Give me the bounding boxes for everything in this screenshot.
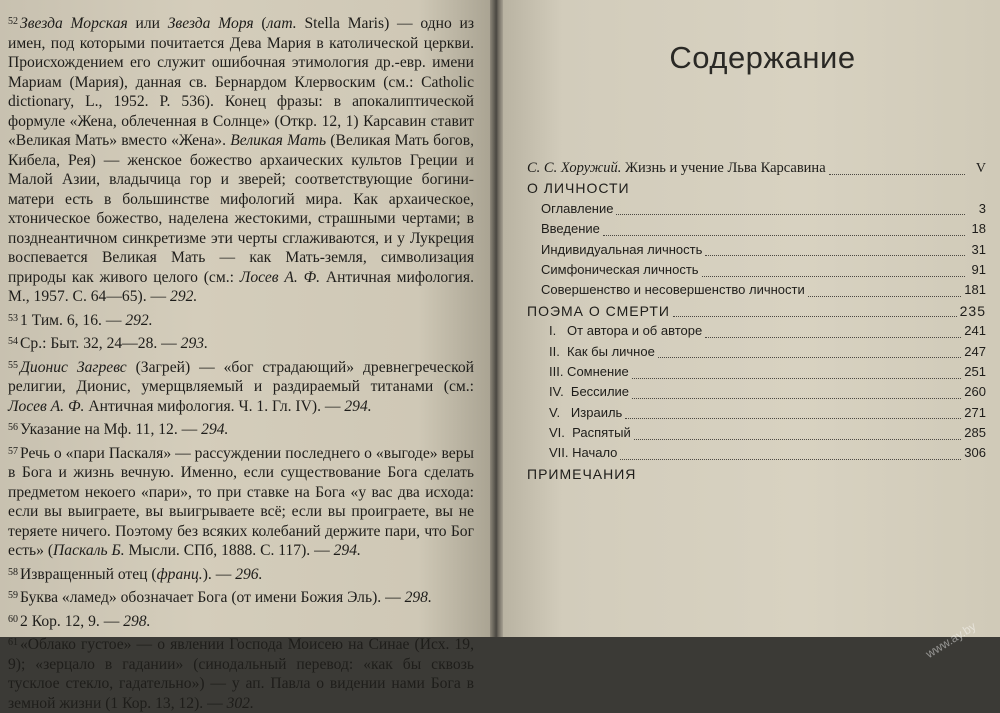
footnote-number: 54 [8,336,18,347]
leader-dots [829,174,965,175]
footnote-text: ). — [202,565,236,583]
site-watermark: www.ay.by [922,619,978,661]
footnote-number: 59 [8,590,18,601]
footnote-italic-text: 302. [226,694,254,712]
footnote-italic-text: 294. [333,542,361,559]
footnote-text: (Загрей) — «бог страдающий» древнегреческой религии, Дионис, умерщвляемый и раздираемый титанами (см.: [8,358,474,395]
footnote-italic-text: 292. [125,311,153,329]
contents-entry [527,201,986,221]
footnote [8,356,474,417]
footnote [8,309,474,331]
footnote-text: Античная мифология. Ч. 1. Гл. IV). — [84,397,345,415]
leader-dots [705,255,965,256]
contents-entry-label [527,160,826,177]
footnote [8,442,474,561]
contents-entry-title: Симфоническая личность [541,261,699,277]
contents-page-number: 271 [964,404,986,420]
contents-entry [527,282,986,302]
contents-entry-title: III. Сомнение [549,363,629,379]
contents-page-number: 241 [964,323,986,339]
contents-entry-label [549,364,629,379]
contents-entry-label [541,221,600,236]
leader-dots [632,378,962,379]
footnote-text: Речь о «пари Паскаля» — рассуждении последнего о «выгоде» веры в Бога и жизнь вечную. Именно, если существование Бога сделать предметом некоего «пари», то при ставке на Бога «у вас два исхода: если вы выиграете, вы выигрываете всё; если вы проиграете, вы не теряете ничего. Поэтому без всяких колебаний держите пари, что Бог есть» ( [8,444,474,559]
contents-entry [527,221,986,241]
contents-entry-label [527,303,670,319]
footnote [8,610,474,632]
contents-entry-title: Совершенство и несовершенство личности [541,282,805,298]
contents-entry-label [541,201,613,216]
footnote-italic-text: Дионис Загревс [20,358,127,376]
contents-page-number: 235 [959,302,986,319]
contents-page-number: 260 [964,384,986,400]
footnote-italic-text: Звезда Моря [167,15,254,32]
footnote-italic-text: 298. [404,589,432,606]
contents-entry-title: I. От автора и об авторе [549,323,703,339]
footnote-italic-text: Лосев А. Ф. [8,397,85,415]
footnote-text: или [127,15,168,32]
contents-page-number: 31 [971,241,986,257]
footnote-number: 56 [8,422,18,433]
contents-entry-label [527,466,636,482]
footnote-text: Указание на Мф. 11, 12. — [20,421,202,438]
footnote-number: 61 [8,637,18,648]
contents-entry-title: Индивидуальная личность [541,241,703,257]
footnote-number: 55 [8,359,18,371]
footnote-number: 52 [8,16,18,27]
footnote [8,586,474,608]
leader-dots [658,357,961,358]
footnote-text: Мысли. СПб, 1888. С. 117). — [124,542,334,559]
footnote-italic-text: Великая Мать [230,132,327,149]
footnote-text: 2 Кор. 12, 9. — [20,612,124,630]
footnote-text: Stella Maris) — одно из имен, под которыми почитается Дева Мария в католической церкви. Происхождением его служит ошибочная этимология др.-евр. имени Мариам (Мария), данная св. Бернардом Клервоским (см.: Catholic dictionary, L., 1952. P. 536). Конец фразы: в апокалиптической формуле «Жена, облеченная в Солнце» (Откр. 12, 1) Карсавин ставит «Великая Мать» вместо «Жена». [8,15,474,149]
contents-page-number: 306 [964,445,986,461]
contents-page-number: V [975,161,986,176]
contents-entry [527,405,986,425]
contents-page-number: 3 [978,200,986,216]
contents-entry-title: Жизнь и учение Льва Карсавина [621,160,826,176]
contents-page-number: 91 [971,261,986,277]
contents-entry [527,466,986,486]
footnote-text: Ср.: Быт. 32, 24—28. — [20,335,181,352]
footnote-italic-text: Звезда Морская [20,15,128,32]
contents-page-number: 18 [971,221,986,237]
footnote-italic-text: 293. [180,335,208,352]
contents-title: Содержание [669,40,856,75]
footnote [8,12,474,307]
footnote-italic-text: 294. [201,421,229,438]
footnote-italic-text: 296. [235,565,263,583]
contents-page-number: 181 [964,282,986,298]
footnote-text: Античная мифология. М., 1957. С. 64—65). — [8,268,474,305]
footnote-italic-text: 298. [123,612,151,630]
footnote-text: ( [253,15,267,32]
contents-entry [527,445,986,465]
right-page-contents [503,0,1000,661]
contents-entry-title: VI. Распятый [549,425,631,441]
contents-entry [527,323,986,343]
contents-entry-title: ПОЭМА О СМЕРТИ [527,302,670,319]
leader-dots [603,235,965,236]
contents-entry [527,384,986,404]
contents-entry-author: С. С. Хоружий. [527,160,622,176]
footnote [8,563,474,585]
footnote-italic-text: Лосев А. Ф. [239,268,321,286]
footnote [8,418,474,440]
leader-dots [673,316,957,317]
footnote-italic-text: Паскаль Б. [53,542,125,559]
contents-entry [527,242,986,262]
contents-entry-title: VII. Начало [549,445,618,461]
contents-list [527,160,986,486]
contents-entry [527,180,986,200]
contents-entry-title: II. Как бы личное [549,343,655,359]
contents-entry-title: ПРИМЕЧАНИЯ [527,465,637,482]
contents-entry-title: V. Израиль [549,404,623,420]
footnote-text: Извращенный отец ( [20,565,157,583]
contents-page-number: 251 [964,363,986,379]
leader-dots [616,214,965,215]
footnote-number: 53 [8,312,18,324]
contents-entry-label [541,242,702,257]
footnote-italic-text: лат. [266,15,297,32]
contents-entry [527,425,986,445]
contents-entry-title: Введение [541,221,600,237]
contents-entry-label [549,405,622,420]
footnote-italic-text: 294. [344,397,372,415]
contents-page-number: 247 [964,343,986,359]
footnote [8,332,474,354]
contents-entry [527,262,986,282]
leader-dots [702,276,965,277]
contents-entry-label [549,445,617,460]
contents-entry-label [549,323,702,338]
footnote-text: (Великая Мать богов, Кибела, Рея) — женское божество архаических культов Греции и Малой Азии, владычица гор и зверей; соответствующие богини-матери есть в большинстве мифологий мира. Как архаическое, хтоническое божество, наделена жестокими, страшными чертами; в позднеантичном синкретизме эти черты сглаживаются, и у Лукреция воспевается Великая Мать — как Мать-земля, символизация природы как живого целого (см.: [8,132,474,286]
leader-dots [705,337,961,338]
contents-entry [527,344,986,364]
contents-entry-label [549,384,629,399]
contents-entry [527,160,986,180]
contents-entry [527,303,986,323]
contents-entry [527,364,986,384]
left-page-notes [0,0,492,712]
contents-entry-label [549,425,631,440]
footnote-text: Буква «ламед» обозначает Бога (от имени Божия Эль). — [20,589,405,606]
contents-entry-title: О ЛИЧНОСТИ [527,180,630,197]
footnote-text: «Облако густое» — о явлении Господа Моисею на Синае (Исх. 19, 9); «зерцало в гадании» (синодальный перевод: «как бы сквозь тусклое стекло, гадательно») — у ап. Павла о видении нами Бога в земной жизни (1 Кор. 13, 12). — [8,636,474,712]
leader-dots [620,459,961,460]
book-gutter [490,0,504,637]
footnote-number: 57 [8,445,18,457]
footnote [8,633,474,713]
contents-entry-title: Оглавление [541,200,614,216]
footnote-text: 1 Тим. 6, 16. — [20,311,126,329]
leader-dots [808,296,962,297]
leader-dots [634,439,962,440]
leader-dots [632,398,961,399]
contents-entry-title: IV. Бессилие [549,384,630,400]
footnote-italic-text: 292. [170,288,198,305]
footnote-number: 58 [8,566,18,578]
contents-page-number: 285 [964,425,986,441]
contents-entry-label [541,282,805,297]
footnote-italic-text: франц. [156,565,203,583]
contents-entry-label [541,262,699,277]
contents-entry-label [549,344,655,359]
footnote-number: 60 [8,613,18,625]
contents-entry-label [527,180,630,196]
leader-dots [625,418,961,419]
